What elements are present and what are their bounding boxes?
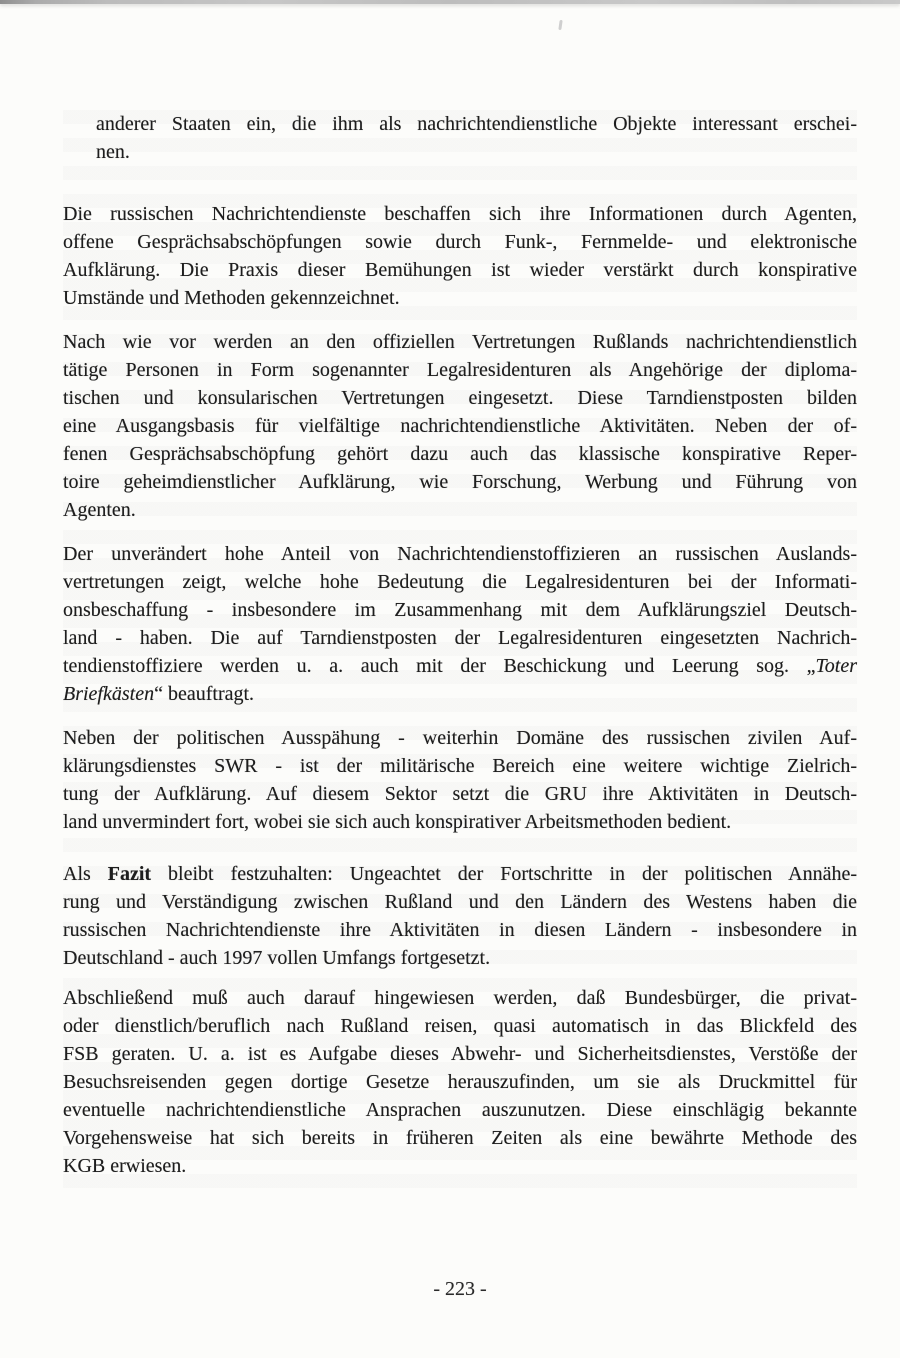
paragraph-fazit [63, 860, 857, 972]
scan-edge-artifact [0, 0, 900, 4]
text-line: Die russischen Nachrichtendienste beschaffen sich ihre Informationen durch Agenten, [63, 203, 857, 225]
text-line: klärungsdienstes SWR - ist der militärische Bereich eine weitere wichtige Zielrich- [63, 755, 857, 777]
paragraph-beschaffung [63, 200, 857, 312]
text-line: Neben der politischen Ausspähung - weiterhin Domäne des russischen zivilen Auf- [63, 727, 857, 749]
text-line: Deutschland - auch 1997 vollen Umfangs fortgesetzt. [63, 947, 491, 969]
text-line: fenen Gesprächsabschöpfung gehört dazu auch das klassische konspirative Reper- [63, 443, 857, 465]
paragraph-swr-gru [63, 724, 857, 836]
text-line: Abschließend muß auch darauf hingewiesen werden, daß Bundesbürger, die privat- [63, 987, 857, 1009]
text-line: KGB erwiesen. [63, 1155, 187, 1177]
text-line: Aufklärung. Die Praxis dieser Bemühungen ist wieder verstärkt durch konspirative [63, 259, 857, 281]
text-line: onsbeschaffung - insbesondere im Zusammenhang mit dem Aufklärungsziel Deutsch- [63, 599, 857, 621]
paragraph-anteil-offiziere [63, 540, 857, 708]
text-line: tischen und konsularischen Vertretungen eingesetzt. Diese Tarndienstposten bilden [63, 387, 857, 409]
text-line: tendienstoffiziere werden u. a. auch mit der Beschickung und Leerung sog. „Toter [63, 655, 857, 677]
text-line: Besuchsreisenden gegen dortige Gesetze herauszufinden, um sie als Druckmittel für [63, 1071, 857, 1093]
text-line: Als Fazit bleibt festzuhalten: Ungeachtet der Fortschritte in der politischen Annähe- [63, 863, 857, 885]
paragraph-legalresidenturen [63, 328, 857, 524]
text-line: Der unverändert hohe Anteil von Nachrichtendienstoffizieren an russischen Auslands- [63, 543, 857, 565]
text-line: Umstände und Methoden gekennzeichnet. [63, 287, 400, 309]
text-line: Vorgehensweise hat sich bereits in früheren Zeiten als eine bewährte Methode des [63, 1127, 857, 1149]
text-line: offene Gesprächsabschöpfungen sowie durch Funk-, Fernmelde- und elektronische [63, 231, 857, 253]
text-line: Nach wie vor werden an den offiziellen Vertretungen Rußlands nachrichtendienstlich [63, 331, 857, 353]
text-line: tätige Personen in Form sogenannter Legalresidenturen als Angehörige der diploma- [63, 359, 857, 381]
text-line: toire geheimdienstlicher Aufklärung, wie Forschung, Werbung und Führung von [63, 471, 857, 493]
text-line: eine Ausgangsbasis für vielfältige nachrichtendienstliche Aktivitäten. Neben der of- [63, 415, 857, 437]
text-line: anderer Staaten ein, die ihm als nachrichtendienstliche Objekte interessant erschei- [96, 113, 857, 135]
text-line: land unvermindert fort, wobei sie sich auch konspirativer Arbeitsmethoden bedient. [63, 811, 732, 833]
scan-speck-artifact [558, 20, 562, 30]
page-number: - 223 - [433, 1278, 487, 1300]
text-line: Agenten. [63, 499, 136, 521]
text-line: rung und Verständigung zwischen Rußland und den Ländern des Westens haben die [63, 891, 857, 913]
text-line: nen. [96, 141, 130, 163]
text-line: tung der Aufklärung. Auf diesem Sektor setzt die GRU ihre Aktivitäten in Deutsch- [63, 783, 857, 805]
text-line: russischen Nachrichtendienste ihre Aktivitäten in diesen Ländern - insbesondere in [63, 919, 857, 941]
text-line: oder dienstlich/beruflich nach Rußland reisen, quasi automatisch in das Blickfeld des [63, 1015, 857, 1037]
text-line: eventuelle nachrichtendienstliche Ansprachen auszunutzen. Diese einschlägig bekannte [63, 1099, 857, 1121]
page-body-text [63, 110, 857, 1196]
paragraph-continuation [63, 110, 857, 166]
text-line: Briefkästen“ beauftragt. [63, 683, 255, 705]
text-line: FSB geraten. U. a. ist es Aufgabe dieses Abwehr- und Sicherheitsdienstes, Verstöße der [63, 1043, 857, 1065]
text-line: land - haben. Die auf Tarndienstposten der Legalresidenturen eingesetzten Nachrich- [63, 627, 857, 649]
text-line: vertretungen zeigt, welche hohe Bedeutung die Legalresidenturen bei der Informati- [63, 571, 857, 593]
paragraph-fsb [63, 984, 857, 1180]
